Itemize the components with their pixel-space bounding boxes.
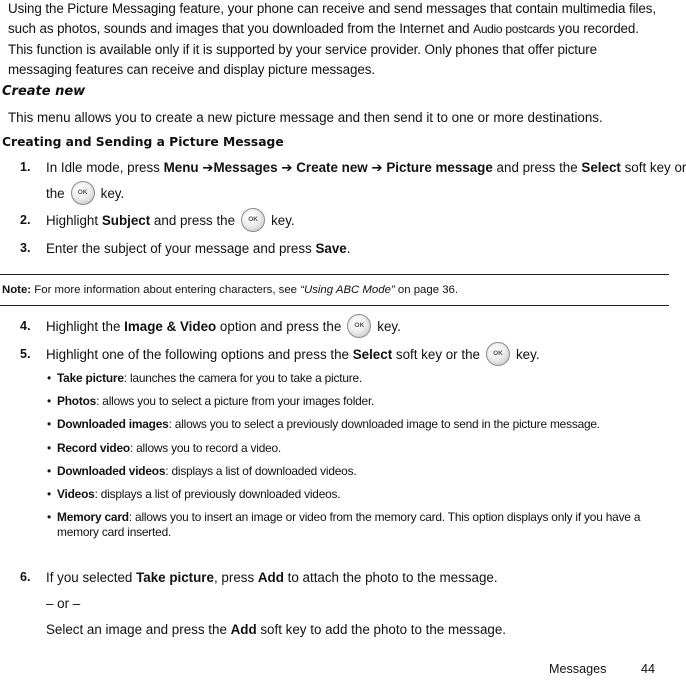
step-text: key. bbox=[377, 319, 401, 334]
section-subheading: Creating and Sending a Picture Message bbox=[2, 135, 284, 149]
option-term: Photos bbox=[57, 394, 97, 409]
step-text: If you selected bbox=[46, 570, 137, 585]
list-item bbox=[47, 487, 665, 502]
option-term: Take picture bbox=[57, 371, 124, 385]
create-new-heading: Create new bbox=[2, 84, 86, 99]
list-item bbox=[47, 417, 665, 432]
list-item bbox=[47, 464, 665, 479]
step-text: In Idle mode, press bbox=[46, 160, 164, 175]
step-number: 6. bbox=[20, 570, 31, 584]
step-text: soft key or bbox=[620, 160, 686, 175]
option-list bbox=[47, 371, 665, 548]
bullet-icon: • bbox=[47, 394, 51, 409]
ok-key-icon: OK bbox=[486, 342, 510, 366]
ok-key-icon: OK bbox=[347, 314, 371, 338]
step-text: Highlight one of the following options and press the bbox=[46, 347, 353, 362]
step-text: Select an image and press the bbox=[46, 622, 231, 637]
bullet-icon: • bbox=[47, 486, 51, 501]
option-description: : allows you to select a picture from your images folder. bbox=[96, 394, 375, 409]
note-reference: “Using ABC Mode” bbox=[300, 284, 395, 296]
step-text: key. bbox=[271, 213, 295, 228]
footer-section: Messages bbox=[549, 662, 607, 676]
step-4 bbox=[46, 319, 401, 335]
step-text: key. bbox=[515, 347, 540, 362]
step-1-line-2 bbox=[46, 186, 124, 202]
step-2 bbox=[46, 213, 295, 229]
option-term: Videos bbox=[57, 486, 95, 501]
step-text: Highlight bbox=[46, 213, 102, 228]
note bbox=[2, 284, 458, 296]
option-description: : displays a list of previously downloaded videos. bbox=[94, 486, 341, 501]
option-term: Record video bbox=[57, 440, 130, 455]
picture-message-term: Picture message bbox=[386, 160, 493, 175]
take-picture-term: Take picture bbox=[136, 570, 214, 585]
step-number: 4. bbox=[20, 319, 31, 333]
step-text: , press bbox=[213, 570, 258, 585]
ok-key-icon: OK bbox=[71, 181, 95, 205]
step-3 bbox=[46, 241, 350, 256]
subject-term: Subject bbox=[101, 213, 151, 228]
list-item bbox=[47, 371, 665, 386]
list-item bbox=[47, 441, 665, 456]
option-description: : allows you to insert an image or video from the memory card. This option displays only if you have a memory card inserted. bbox=[57, 510, 641, 540]
step-6-or: – or – bbox=[46, 596, 81, 611]
note-bottom-rule bbox=[0, 305, 669, 306]
step-text: soft key to add the photo to the message. bbox=[256, 622, 507, 637]
note-page: on page 36. bbox=[394, 284, 459, 296]
bullet-icon: • bbox=[47, 371, 51, 385]
note-text: For more information about entering characters, see bbox=[31, 284, 301, 296]
create-new-description: This menu allows you to create a new picture message and then send it to one or more destinations. bbox=[8, 110, 603, 125]
option-term: Downloaded videos bbox=[57, 463, 166, 478]
step-text: option and press the bbox=[216, 319, 342, 334]
step-text: Highlight the bbox=[46, 319, 125, 334]
intro-paragraph bbox=[8, 0, 663, 80]
list-item bbox=[47, 394, 665, 409]
note-top-rule bbox=[0, 274, 669, 275]
step-text: key. bbox=[100, 186, 125, 201]
step-6-alternative bbox=[46, 622, 506, 637]
bullet-icon: • bbox=[47, 440, 51, 455]
step-number: 2. bbox=[20, 213, 31, 227]
bullet-icon: • bbox=[47, 417, 51, 432]
step-text: to attach the photo to the message. bbox=[283, 570, 498, 585]
note-label: Note: bbox=[2, 284, 32, 296]
step-text: . bbox=[346, 241, 351, 256]
ok-key-icon: OK bbox=[241, 208, 265, 232]
intro-text-a: Using the Picture Messaging feature, your phone can receive and send messages that contain multimedia files, such as photos, sounds and images that you downloaded from the Internet and bbox=[8, 1, 656, 37]
option-description: : allows you to select a previously downloaded image to send in the picture message. bbox=[168, 417, 600, 432]
audio-postcards-term: Audio postcards bbox=[473, 22, 555, 37]
option-description: : displays a list of downloaded videos. bbox=[165, 463, 357, 478]
option-description: : allows you to record a video. bbox=[129, 440, 282, 455]
intro-text-b: you recorded. This function is available only if it is supported by your service provider. Only phones that offer picture messaging features can receive and display picture messages. bbox=[8, 21, 639, 77]
add-term: Add bbox=[257, 570, 284, 585]
step-text: and press the bbox=[492, 160, 582, 175]
step-5 bbox=[46, 347, 540, 363]
messages-term: Messages bbox=[213, 160, 278, 175]
arrow-icon: ➔ bbox=[198, 160, 214, 175]
step-number: 1. bbox=[20, 160, 31, 174]
select-term: Select bbox=[581, 160, 621, 175]
step-text: the bbox=[46, 186, 65, 201]
save-term: Save bbox=[315, 241, 347, 256]
menu-term: Menu bbox=[163, 160, 199, 175]
option-description: : launches the camera for you to take a picture. bbox=[123, 371, 363, 385]
list-item bbox=[47, 510, 665, 540]
step-text: soft key or the bbox=[392, 347, 480, 362]
arrow-icon: ➔ bbox=[277, 160, 293, 175]
step-number: 3. bbox=[20, 241, 31, 255]
image-video-term: Image & Video bbox=[124, 319, 217, 334]
arrow-icon: ➔ bbox=[367, 160, 387, 175]
bullet-icon: • bbox=[47, 510, 51, 525]
page-number: 44 bbox=[641, 662, 656, 676]
bullet-icon: • bbox=[47, 463, 51, 478]
create-new-term: Create new bbox=[296, 160, 368, 175]
option-term: Downloaded images bbox=[57, 417, 169, 432]
option-term: Memory card bbox=[57, 510, 129, 525]
step-text: Enter the subject of your message and press bbox=[46, 241, 316, 256]
step-number: 5. bbox=[20, 347, 31, 361]
step-6 bbox=[46, 570, 498, 585]
step-1-line-1 bbox=[46, 160, 686, 176]
add-term: Add bbox=[230, 622, 257, 637]
select-term: Select bbox=[352, 347, 393, 362]
step-text: and press the bbox=[150, 213, 236, 228]
